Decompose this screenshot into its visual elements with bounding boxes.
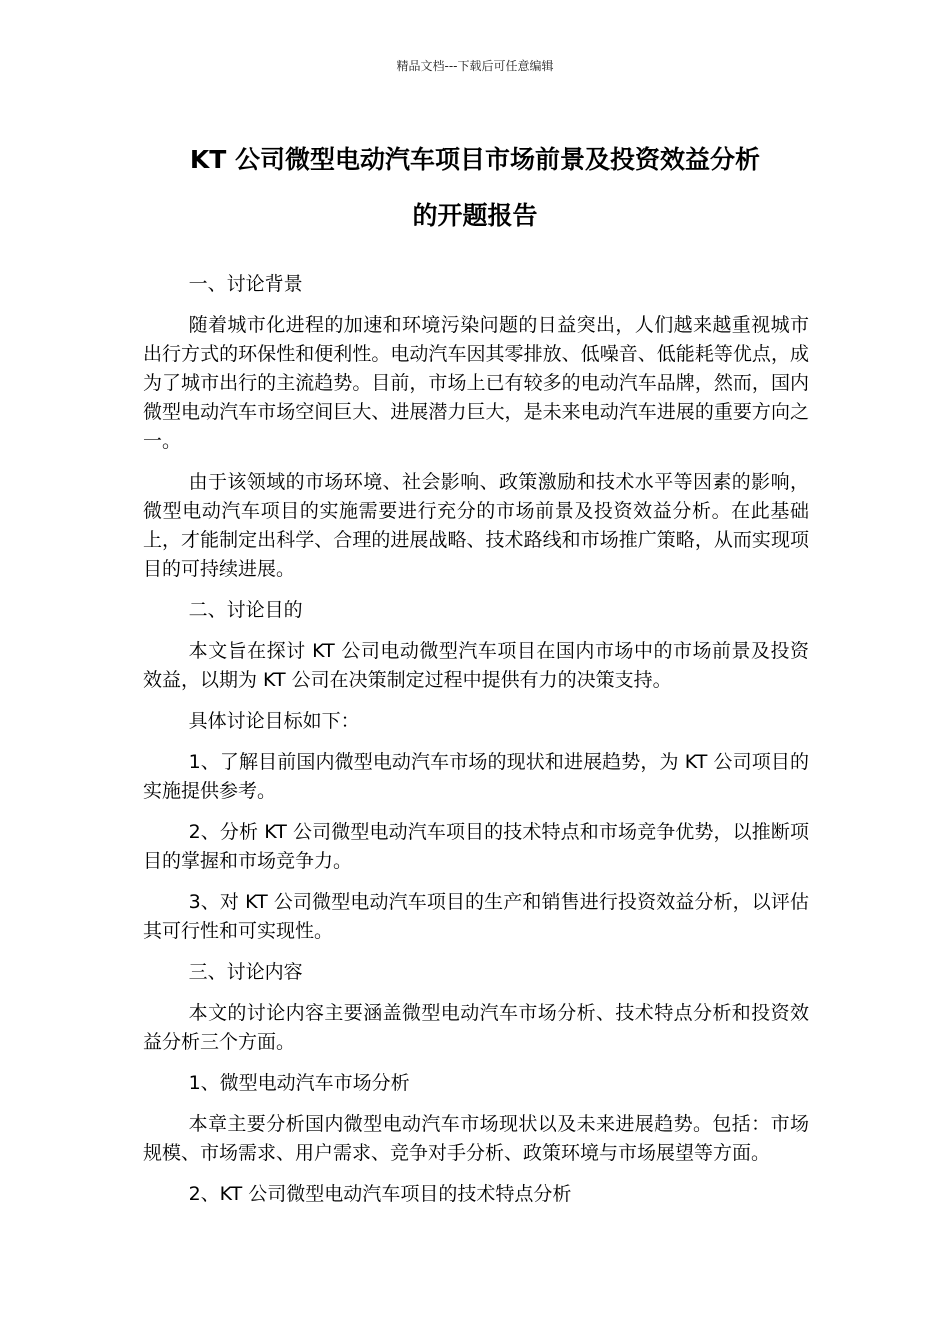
paragraph: 由于该领域的市场环境、社会影响、政策激励和技术水平等因素的影响，微型电动汽车项目的实施需要进行充分的市场前景及投资效益分析。在此基础上，才能制定出科学、合理的进展战略、技术路线和市场推广策略，从而实现项目的可持续进展。 — [143, 471, 809, 580]
document-title — [120, 132, 830, 244]
subheading: 2、KT 公司微型电动汽车项目的技术特点分析 — [188, 1183, 572, 1205]
paragraph: 随着城市化进程的加速和环境污染问题的日益突出，人们越来越重视城市出行方式的环保性和便利性。电动汽车因其零排放、低噪音、低能耗等优点，成为了城市出行的主流趋势。目前，市场上已有较多的电动汽车品牌，然而，国内微型电动汽车市场空间巨大、进展潜力巨大，是未来电动汽车进展的重要方向之一。 — [143, 314, 809, 452]
list-item: 1、了解目前国内微型电动汽车市场的现状和进展趋势，为 KT 公司项目的实施提供参考。 — [143, 751, 809, 802]
title-line-1: KT 公司微型电动汽车项目市场前景及投资效益分析 — [189, 145, 761, 174]
list-item: 3、对 KT 公司微型电动汽车项目的生产和销售进行投资效益分析，以评估其可行性和可实现性。 — [143, 891, 809, 942]
paragraph: 本文的讨论内容主要涵盖微型电动汽车市场分析、技术特点分析和投资效益分析三个方面。 — [143, 1002, 809, 1053]
section-heading-purpose: 二、讨论目的 — [188, 599, 303, 621]
section-heading-content: 三、讨论内容 — [188, 961, 303, 983]
paragraph: 本章主要分析国内微型电动汽车市场现状以及未来进展趋势。包括：市场规模、市场需求、用户需求、竞争对手分析、政策环境与市场展望等方面。 — [143, 1113, 809, 1164]
paragraph: 具体讨论目标如下： — [188, 710, 360, 732]
paragraph: 本文旨在探讨 KT 公司电动微型汽车项目在国内市场中的市场前景及投资效益，以期为 KT 公司在决策制定过程中提供有力的决策支持。 — [143, 640, 809, 691]
header-note: 精品文档---下载后可任意编辑 — [396, 59, 554, 73]
document-body — [143, 270, 809, 1221]
list-item: 2、分析 KT 公司微型电动汽车项目的技术特点和市场竞争优势，以推断项目的掌握和市场竞争力。 — [143, 821, 809, 872]
title-line-2: 的开题报告 — [412, 201, 538, 230]
subheading: 1、微型电动汽车市场分析 — [188, 1072, 410, 1094]
section-heading-background: 一、讨论背景 — [188, 273, 303, 295]
